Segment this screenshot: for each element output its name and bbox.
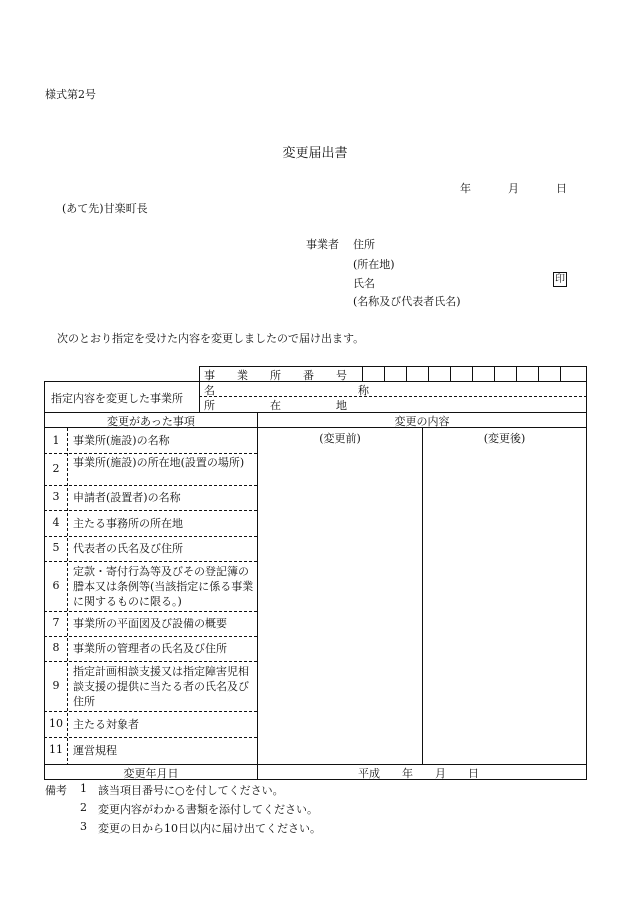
note-text: 変更内容がわかる書類を添付してください。 bbox=[98, 803, 318, 816]
form-number: 様式第2号 bbox=[45, 88, 96, 101]
item-text: 運営規程 bbox=[73, 744, 117, 757]
item-no: 6 bbox=[52, 579, 60, 592]
change-date-label: 変更年月日 bbox=[123, 767, 179, 780]
applicant-representative-label: (名称及び代表者氏名) bbox=[353, 295, 461, 308]
notes-label: 備考 bbox=[45, 784, 67, 797]
item-no: 11 bbox=[49, 743, 63, 756]
item-no: 7 bbox=[52, 616, 60, 629]
item-text: 主たる事務所の所在地 bbox=[73, 517, 183, 530]
applicant-address-label: 住所 bbox=[353, 238, 375, 251]
date-month: 月 bbox=[508, 182, 519, 195]
item-no: 10 bbox=[49, 717, 63, 730]
content-header: 変更の内容 bbox=[394, 415, 450, 428]
note-text: 変更の日から10日以内に届け出てください。 bbox=[98, 822, 321, 835]
seal-mark: 印 bbox=[555, 274, 565, 285]
office-label: 指定内容を変更した事業所 bbox=[51, 392, 183, 405]
note-number: 1 bbox=[80, 782, 87, 795]
item-text: 代表者の氏名及び住所 bbox=[73, 542, 183, 555]
date-year: 年 bbox=[460, 182, 471, 195]
item-text: 事業所の管理者の氏名及び住所 bbox=[73, 642, 227, 655]
applicant-name-label: 氏名 bbox=[353, 277, 375, 290]
office-number-label: 事 業 所 番 号 bbox=[204, 369, 347, 382]
document-title: 変更届出書 bbox=[282, 146, 348, 161]
note-text: 該当項目番号に○を付してください。 bbox=[98, 784, 284, 797]
item-no: 1 bbox=[52, 434, 60, 447]
before-header: (変更前) bbox=[319, 432, 361, 445]
office-name-label: 名 称 bbox=[204, 384, 369, 397]
note-number: 2 bbox=[80, 801, 87, 814]
applicant-role: 事業者 bbox=[306, 238, 339, 251]
item-no: 4 bbox=[52, 516, 60, 529]
item-text: 事業所の平面図及び設備の概要 bbox=[73, 617, 227, 630]
item-text: 申請者(設置者)の名称 bbox=[73, 491, 181, 504]
after-header: (変更後) bbox=[483, 432, 526, 445]
item-text: 指定計画相談支援又は指定障害児相談支援の提供に当たる者の氏名及び住所 bbox=[73, 665, 249, 708]
addressee: (あて先)甘楽町長 bbox=[62, 202, 148, 215]
statement: 次のとおり指定を受けた内容を変更しましたので届け出ます。 bbox=[57, 332, 365, 345]
applicant-location-label: (所在地) bbox=[353, 258, 395, 271]
item-no: 9 bbox=[52, 679, 60, 692]
note-number: 3 bbox=[80, 820, 87, 833]
date-day: 日 bbox=[556, 182, 567, 195]
item-no: 5 bbox=[52, 541, 60, 554]
item-text: 主たる対象者 bbox=[73, 718, 139, 731]
item-text: 事業所(施設)の名称 bbox=[73, 434, 170, 447]
change-date-value: 平成 年 月 日 bbox=[358, 767, 479, 780]
items-header: 変更があった事項 bbox=[107, 415, 195, 428]
item-no: 8 bbox=[52, 641, 60, 654]
item-no: 2 bbox=[52, 462, 60, 475]
item-text: 事業所(施設)の所在地(設置の場所) bbox=[73, 456, 245, 469]
item-text: 定款・寄付行為等及びその登記簿の謄本又は条例等(当該指定に係る事業に関するものに限る。) bbox=[73, 565, 254, 608]
office-address-label: 所 在 地 bbox=[204, 399, 347, 412]
item-no: 3 bbox=[52, 490, 60, 503]
